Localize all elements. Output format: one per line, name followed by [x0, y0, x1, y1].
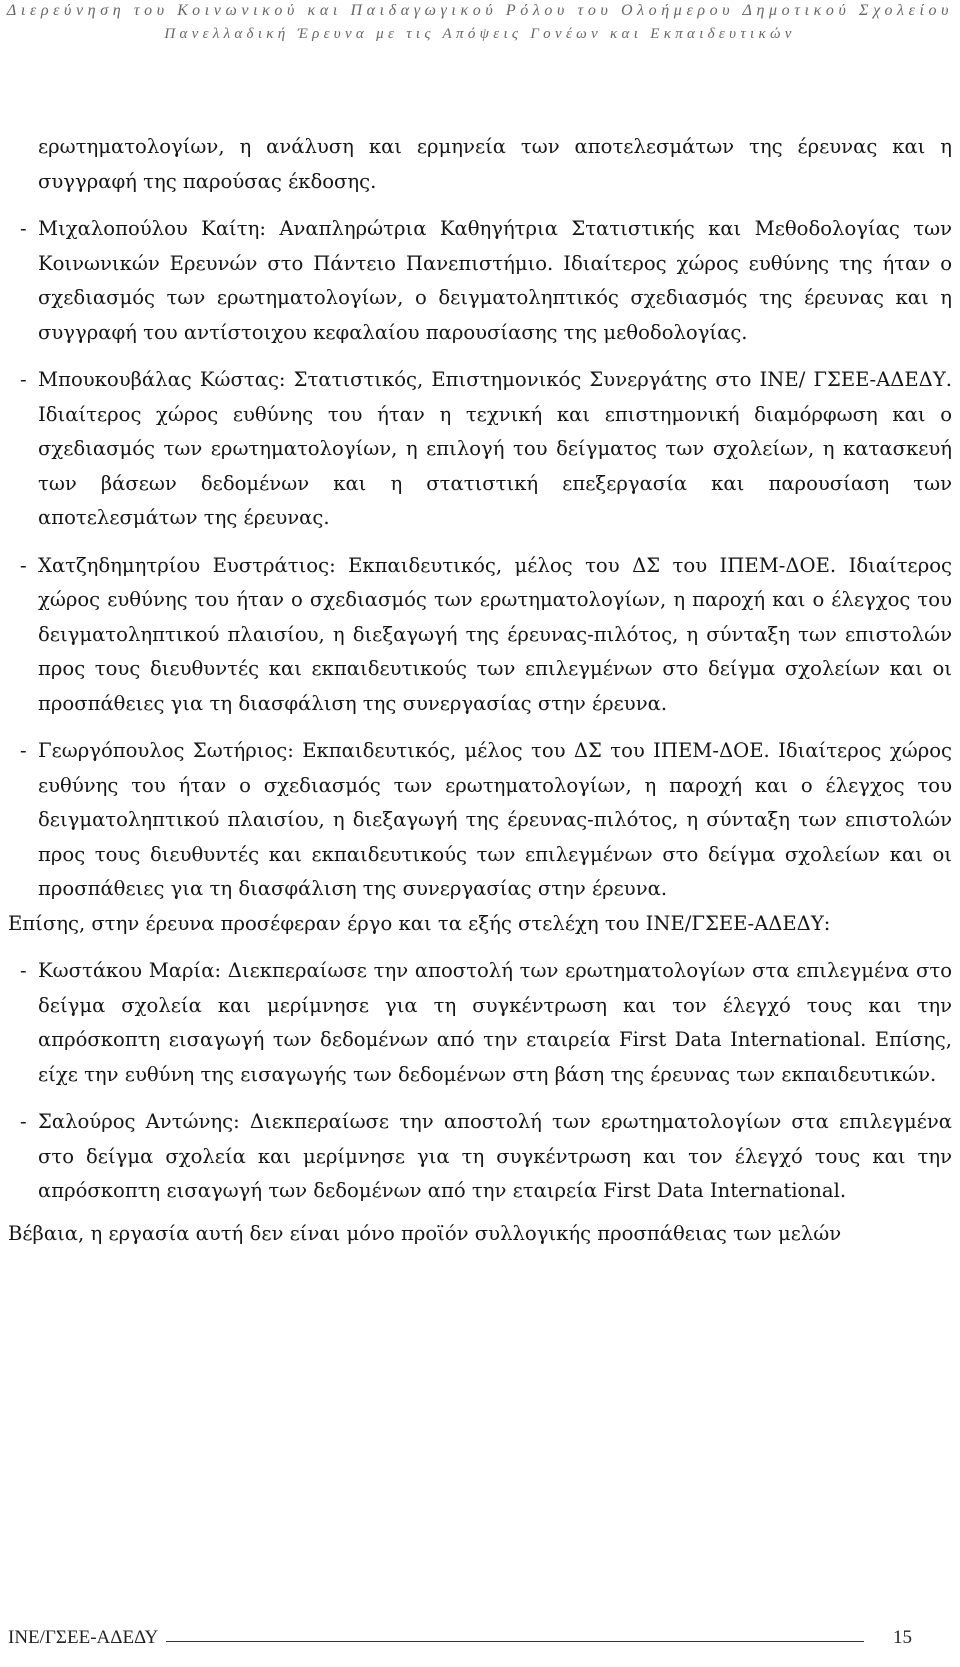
- header-title: Διερεύνηση του Κοινωνικού και Παιδαγωγικού Ρόλου του Ολοήμερου Δημοτικού Σχολείου: [6, 2, 954, 19]
- footer-rule: [166, 1641, 864, 1642]
- continued-item: [8, 130, 952, 199]
- bullet-dash: -: [20, 1110, 27, 1133]
- bullet-dash: -: [20, 959, 27, 982]
- staff-intro: Επίσης, στην έρευνα προσέφεραν έργο και τα εξής στελέχη του ΙΝΕ/ΓΣΕΕ-ΑΔΕΔΥ:: [8, 911, 831, 935]
- header-subtitle: Πανελλαδική Έρευνα με τις Απόψεις Γονέων και Εκπαιδευτικών: [164, 26, 796, 42]
- list-item: [8, 212, 952, 350]
- page-number: 15: [893, 1627, 912, 1648]
- list-item-text: Γεωργόπουλος Σωτήριος: Εκπαιδευτικός, μέλος του ΔΣ του ΙΠΕΜ-ΔΟΕ. Ιδιαίτερος χώρος ευθύνης του ήταν ο σχεδιασμός των ερωτηματολογίων, η παροχή και ο έλεγχος του δειγματοληπτικού πλαισίου, η διεξαγωγή της έρευνας-πιλότος, η σύνταξη των επιστολών προς τους διευθυντές και εκπαιδευτικούς των επιλεγμένων στο δείγμα σχολείων και οι προσπάθειες για τη διασφάλιση της συνεργασίας στην έρευνα.: [38, 739, 952, 900]
- bullet-dash: -: [20, 739, 27, 762]
- list-item-text: Μιχαλοπούλου Καίτη: Αναπληρώτρια Καθηγήτρια Στατιστικής και Μεθοδολογίας των Κοινωνικών Ερευνών στο Πάντειο Πανεπιστήμιο. Ιδιαίτερος χώρος ευθύνης της ήταν ο σχεδιασμός των ερωτηματολογίων, ο δειγματοληπτικός σχεδιασμός της έρευνας και η συγγραφή του αντίστοιχου κεφαλαίου παρουσίασης της μεθοδολογίας.: [38, 217, 952, 344]
- continued-text: ερωτηματολογίων, η ανάλυση και ερμηνεία των αποτελεσμάτων της έρευνας και η συγγραφή της παρούσας έκδοσης.: [38, 135, 952, 193]
- list-item: [8, 954, 952, 1092]
- bullet-dash: -: [20, 217, 27, 240]
- bullet-dash: -: [20, 368, 27, 391]
- page-footer: [8, 1623, 912, 1653]
- list-item-text: Σαλούρος Αντώνης: Διεκπεραίωσε την αποστολή των ερωτηματολογίων στα επιλεγμένα στο δείγμα σχολεία και μερίμνησε για τη συγκέντρωση και τον έλεγχό τους και την απρόσκοπτη εισαγωγή των δεδομένων από την εταιρεία First Data International.: [38, 1110, 952, 1202]
- list-item: [8, 734, 952, 907]
- list-item: [8, 549, 952, 722]
- footer-org: ΙΝΕ/ΓΣΕΕ-ΑΔΕΔΥ: [8, 1627, 159, 1648]
- page-body: [8, 130, 952, 1251]
- list-item-text: Μπουκουβάλας Κώστας: Στατιστικός, Επιστημονικός Συνεργάτης στο ΙΝΕ/ ΓΣΕΕ-ΑΔΕΔΥ. Ιδιαίτερος χώρος ευθύνης του ήταν η τεχνική και επιστημονική διαμόρφωση και ο σχεδιασμός των ερωτηματολογίων, η επιλογή του δείγματος των σχολείων, η κατασκευή των βάσεων δεδομένων και η στατιστική επεξεργασία και παρουσίαση των αποτελεσμάτων της έρευνας.: [38, 368, 952, 529]
- list-item-text: Κωστάκου Μαρία: Διεκπεραίωσε την αποστολή των ερωτηματολογίων στα επιλεγμένα στο δείγμα σχολεία και μερίμνησε για τη συγκέντρωση και τον έλεγχό τους και την απρόσκοπτη εισαγωγή των δεδομένων από την εταιρεία First Data International. Επίσης, είχε την ευθύνη της εισαγωγής των δεδομένων στη βάση της έρευνας των εκπαιδευτικών.: [38, 959, 952, 1086]
- closing-paragraph: Βέβαια, η εργασία αυτή δεν είναι μόνο προϊόν συλλογικής προσπάθειας των μελών: [8, 1221, 842, 1245]
- list-item: [8, 1105, 952, 1209]
- bullet-dash: -: [20, 553, 27, 577]
- list-item: [8, 363, 952, 536]
- list-item-text: Χατζηδημητρίου Ευστράτιος: Εκπαιδευτικός, μέλος του ΔΣ του ΙΠΕΜ-ΔΟΕ. Ιδιαίτερος χώρος ευθύνης του ήταν ο σχεδιασμός των ερωτηματολογίων, η παροχή και ο έλεγχος του δειγματοληπτικού πλαισίου, η διεξαγωγή της έρευνας-πιλότος, η σύνταξη των επιστολών προς τους διευθυντές και εκπαιδευτικούς των επιλεγμένων στο δείγμα σχολείων και οι προσπάθειες για τη διασφάλιση της συνεργασίας στην έρευνα.: [38, 553, 952, 715]
